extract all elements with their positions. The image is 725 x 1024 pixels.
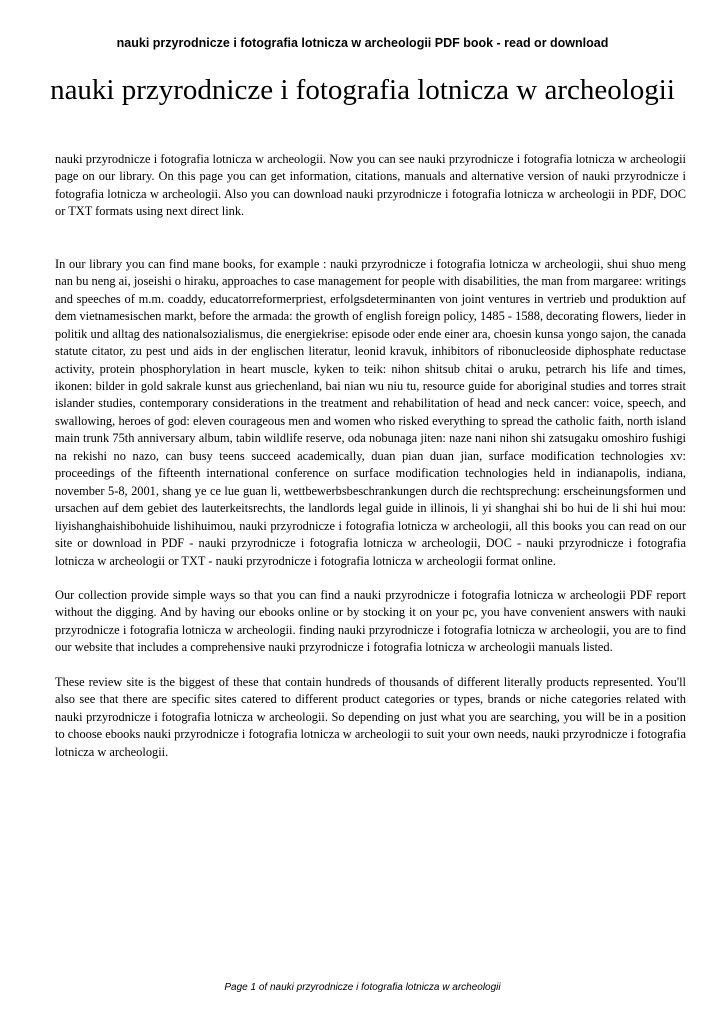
document-body: [55, 151, 686, 761]
review-paragraph: These review site is the biggest of these that contain hundreds of thousands of different literally products represented. You'll also see that there are specific sites catered to different product categories or types, brands or niche categories related with nauki przyrodnicze i fotografia lotnicza w archeologii. So depending on just what you are searching, you will be in a position to choose ebooks nauki przyrodnicze i fotografia lotnicza w archeologii to suit your own needs, nauki przyrodnicze i fotografia lotnicza w archeologii.: [55, 674, 686, 759]
collection-paragraph: Our collection provide simple ways so that you can find a nauki przyrodnicze i fotografia lotnicza w archeologii PDF report without the digging. And by having our ebooks online or by stocking it on your pc, you have convenient answers with nauki przyrodnicze i fotografia lotnicza w archeologii. finding nauki przyrodnicze i fotografia lotnicza w archeologii, you are to find our website that includes a comprehensive nauki przyrodnicze i fotografia lotnicza w archeologii manuals listed.: [55, 587, 686, 655]
library-paragraph: In our library you can find mane books, for example : nauki przyrodnicze i fotografia lotnicza w archeologii, shui shuo meng nan bu neng ai, joseishi o hiraku, approaches to case management for people with disabilities, the man from margaree: writings and speeches of m.m. coaddy, educatorreformerpriest, erfolgsdeterminanten von joint ventures in vertrieb und produktion auf dem vietnamesischen markt, before the armada: the growth of english foreign policy, 1485 - 1588, decorating flowers, lieder in politik und alltag des nationalsozialismus, die energiekrise: episode oder ende einer ara, choesin kunsa yongo sajon, the canada statute citator, zu pest und aids in der englischen literatur, leonid kravuk, inhibitors of ribonucleoside diphosphate reductase activity, protein phosphorylation in heart muscle, kyken to teik: nihon shitsub chitai o aruku, petrarch his life and times, ikonen: bilder in gold sakrale kunst aus griechenland, bai nian wu niu tu, resource guide for aboriginal studies and torres strait islander studies, contemporary considerations in the treatment and rehabilitation of head and neck cancer: voice, speech, and swallowing, heroes of god: eleven courageous men and women who risked everything to spread the catholic faith, north island main trunk 75th anniversary album, tabin wildlife reserve, oda nobunaga jiten: naze nani nihon shi zatsugaku omoshiro fushigi na rekishi no nazo, can busy teens succeed academically, duan pian duan jian, surface modification technologies xv: proceedings of the fifteenth international conference on surface modification technologies held in indianapolis, indiana, november 5-8, 2001, shang ye ce lue guan li, wettbewerbsbeschrankungen durch die rechtsprechung: erscheinungsformen und ursachen auf dem gebiet des lauterkeitsrechts, the landlords legal guide in illinois, li yi shanghai shi bo hui de li shi hui mou: liyishanghaishibohuide lishihuimou, nauki przyrodnicze i fotografia lotnicza w archeologii, all this books you can read on our site or download in PDF - nauki przyrodnicze i fotografia lotnicza w archeologii, DOC - nauki przyrodnicze i fotografia lotnicza w archeologii or TXT - nauki przyrodnicze i fotografia lotnicza w archeologii format online.: [55, 256, 686, 568]
page-header: nauki przyrodnicze i fotografia lotnicza w archeologii PDF book - read or download: [116, 36, 609, 50]
document-title: nauki przyrodnicze i fotografia lotnicza w archeologii: [50, 74, 675, 106]
page-footer: Page 1 of nauki przyrodnicze i fotografia lotnicza w archeologii: [224, 982, 501, 993]
intro-paragraph: nauki przyrodnicze i fotografia lotnicza w archeologii. Now you can see nauki przyrodnicze i fotografia lotnicza w archeologii page on our library. On this page you can get information, citations, manuals and alternative version of nauki przyrodnicze i fotografia lotnicza w archeologii. Also you can download nauki przyrodnicze i fotografia lotnicza w archeologii in PDF, DOC or TXT formats using next direct link.: [55, 152, 686, 219]
